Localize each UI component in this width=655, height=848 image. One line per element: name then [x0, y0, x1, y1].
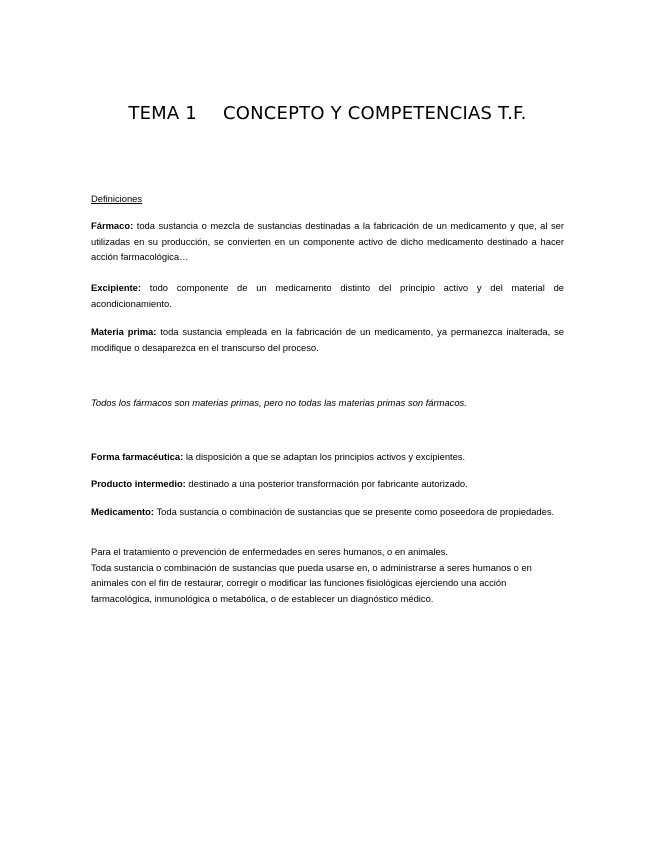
definition-forma-farmaceutica	[91, 449, 564, 465]
definitions-section	[91, 191, 564, 207]
medicamento-detail	[91, 544, 541, 606]
definition-term: Forma farmacéutica	[91, 451, 181, 462]
definition-term: Excipiente	[91, 282, 138, 293]
definition-medicamento	[91, 504, 564, 520]
definition-text: toda sustancia empleada en la fabricación de un medicamento, ya permanezca inalterada, se modifique o desaparezca en el transcurso del proceso.	[91, 326, 564, 353]
note-paragraph	[91, 395, 564, 411]
page-title	[0, 103, 655, 124]
note-text: Todos los fármacos son materias primas, pero no todas las materias primas son fármacos.	[91, 397, 467, 408]
definition-separator: :	[137, 282, 142, 293]
definition-term: Medicamento	[91, 506, 151, 517]
definitions-heading: Definiciones	[91, 193, 143, 204]
definition-term: Producto intermedio	[91, 478, 183, 489]
definition-separator: :	[180, 451, 184, 462]
topic-number: TEMA 1	[128, 103, 197, 124]
definition-farmaco	[91, 218, 564, 265]
definition-text: la disposición a que se adaptan los principios activos y excipientes.	[183, 451, 466, 462]
definition-term: Fármaco	[91, 220, 131, 231]
definition-excipiente	[91, 280, 564, 311]
topic-heading: CONCEPTO Y COMPETENCIAS T.F.	[222, 103, 527, 124]
definition-separator: :	[150, 506, 155, 517]
definition-text: toda sustancia o mezcla de sustancias destinadas a la fabricación de un medicamento y que, al ser utilizadas en su producción, se convierten en un componente activo de dicho medicamento destinado a hacer acción farmacológica…	[91, 220, 564, 262]
definition-separator: :	[153, 326, 157, 337]
definition-text: todo componente de un medicamento distinto del principio activo y del material de acondicionamiento.	[91, 282, 564, 309]
definition-text: destinado a una posterior transformación por fabricante autorizado.	[185, 478, 468, 489]
definition-separator: :	[130, 220, 134, 231]
definition-producto-intermedio	[91, 476, 564, 492]
definition-text: Toda sustancia o combinación de sustancias que se presente como poseedora de propiedades.	[154, 506, 555, 517]
definition-materia-prima	[91, 324, 564, 355]
definition-separator: :	[182, 478, 186, 489]
detail-line-1: Para el tratamiento o prevención de enfermedades en seres humanos, o en animales.	[91, 546, 448, 557]
detail-line-2: Toda sustancia o combinación de sustancias que pueda usarse en, o administrarse a seres humanos o en animales con el fin de restaurar, corregir o modificar las funciones fisiológicas ejerciendo una acción farmacológica, inmunológica o metabólica, o de establecer un diagnóstico médico.	[91, 561, 532, 604]
definition-term: Materia prima	[91, 326, 154, 337]
